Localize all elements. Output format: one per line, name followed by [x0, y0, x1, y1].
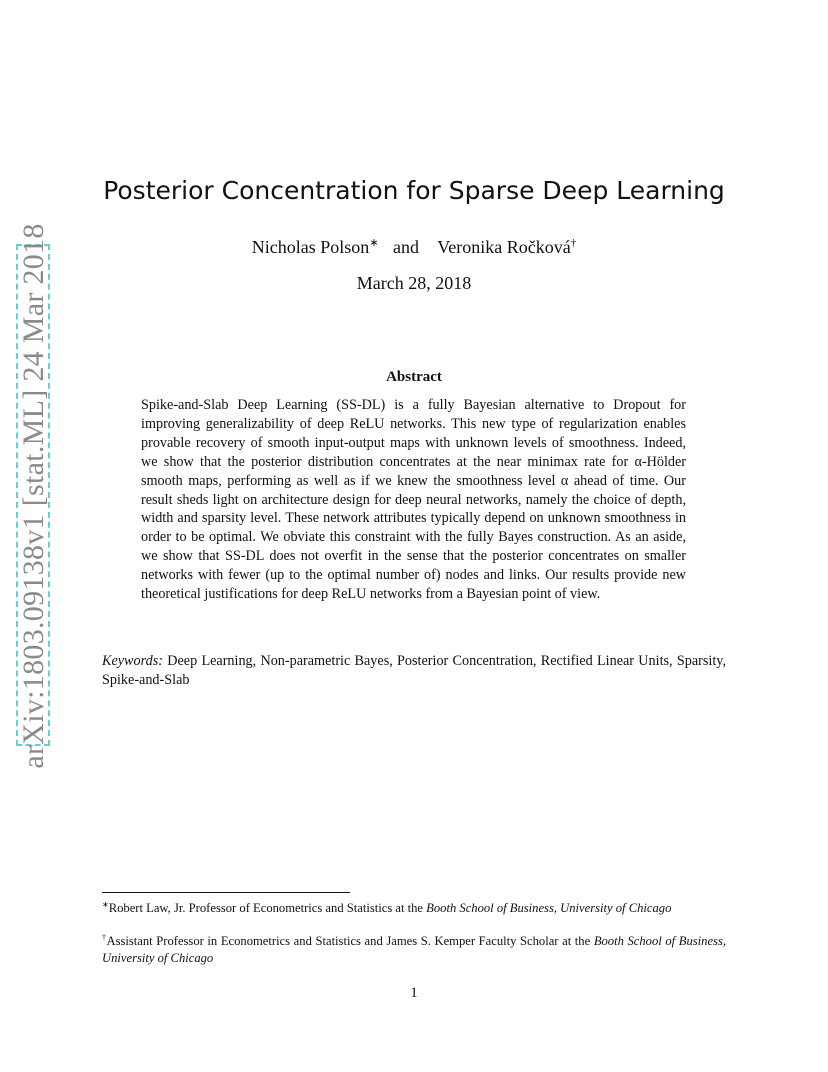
footnote-mark: ∗	[369, 237, 379, 249]
author-line	[0, 236, 828, 258]
abstract-body: Spike-and-Slab Deep Learning (SS-DL) is a fully Bayesian alternative to Dropout for improving generalizability of deep ReLU networks. This new type of regularization enables provable recovery of smooth input-output maps with unknown levels of smoothness. Indeed, we show that the posterior distribution concentrates at the near minimax rate for α-Hölder smooth maps, performing as well as if we knew the smoothness level α ahead of time. Our result sheds light on architecture design for deep neural networks, namely the choice of depth, width and sparsity level. These network attributes typically depend on unknown smoothness in order to be optimal. We obviate this constraint with the fully Bayes construction. As an aside, we show that SS-DL does not overfit in the sense that the posterior concentrates on smaller networks with fewer (up to the optimal number of) nodes and links. Our results provide new theoretical justifications for deep ReLU networks from a Bayesian point of view.	[141, 397, 686, 603]
footnote-mark: ∗	[102, 900, 109, 909]
paper-title: Posterior Concentration for Sparse Deep Learning	[103, 176, 725, 205]
footnote-affiliation: Booth School of Business, University of Chicago	[102, 934, 727, 966]
footnote-affiliation: Booth School of Business, University of Chicago	[426, 901, 672, 916]
footnote-text: Robert Law, Jr. Professor of Econometrics and Statistics at the	[108, 901, 427, 916]
author-name: Veronika Ročková	[437, 237, 571, 257]
footnote-mark: †	[570, 237, 577, 249]
arxiv-stamp: arXiv:1803.09138v1 [stat.ML] 24 Mar 2018	[17, 223, 50, 769]
paper-date: March 28, 2018	[356, 273, 472, 293]
author-name: Nicholas Polson	[251, 237, 370, 257]
footnote-text: Assistant Professor in Econometrics and Statistics and James S. Kemper Faculty Scholar at the	[106, 934, 594, 949]
keywords-paragraph	[102, 652, 726, 690]
footnote-mark: †	[102, 933, 107, 942]
footnote-rule	[102, 892, 350, 893]
author-conjunction: and	[393, 237, 420, 257]
abstract-heading: Abstract	[386, 369, 442, 385]
page-number: 1	[410, 985, 418, 1001]
footnote	[102, 929, 726, 967]
keywords-text: Deep Learning, Non-parametric Bayes, Posterior Concentration, Rectified Linear Units, Sparsity, Spike-and-Slab	[102, 653, 726, 688]
footnote	[102, 896, 726, 917]
keywords-label: Keywords:	[102, 653, 163, 669]
